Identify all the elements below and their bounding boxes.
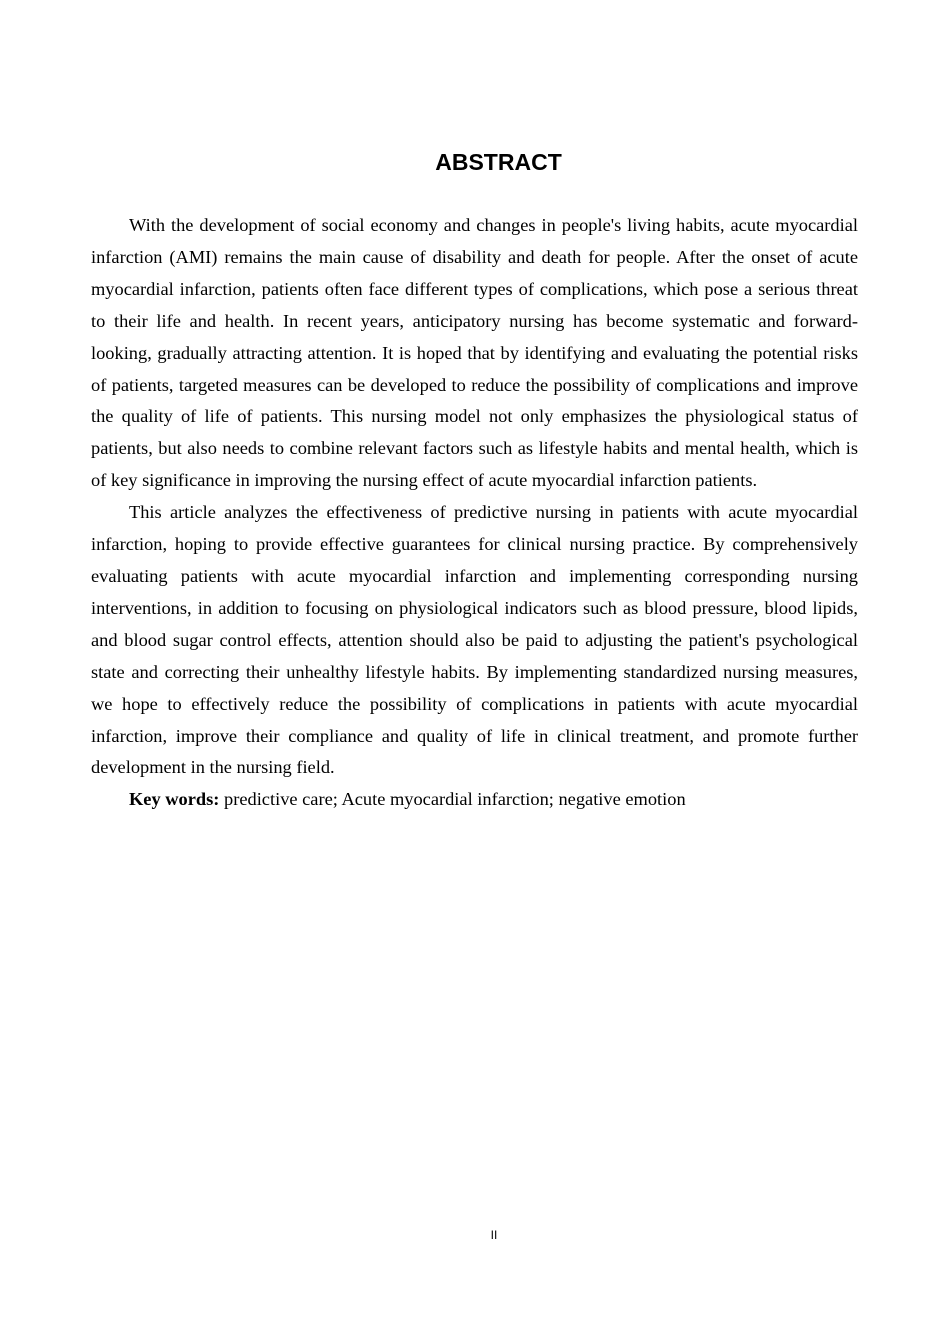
keywords-label: Key words: — [129, 789, 220, 810]
abstract-paragraph-1: With the development of social economy and changes in people's living habits, acute myocardial infarction (AMI) remains the main cause of disability and death for people. After the onset of acute myocardial infarction, patients often face different types of complications, which pose a serious threat to their life and health. In recent years, anticipatory nursing has become systematic and forward-looking, gradually attracting attention. It is hoped that by identifying and evaluating the potential risks of patients, targeted measures can be developed to reduce the possibility of complications and improve the quality of life of patients. This nursing model not only emphasizes the physiological status of patients, but also needs to combine relevant factors such as lifestyle habits and mental health, which is of key significance in improving the nursing effect of acute myocardial infarction patients. — [91, 215, 858, 491]
abstract-title: ABSTRACT — [435, 149, 562, 175]
keywords-line — [91, 784, 858, 816]
page-number: II — [490, 1228, 498, 1242]
keywords-text: predictive care; Acute myocardial infarction; negative emotion — [219, 789, 686, 810]
abstract-body — [91, 210, 858, 816]
abstract-paragraph-2: This article analyzes the effectiveness of predictive nursing in patients with acute myocardial infarction, hoping to provide effective guarantees for clinical nursing practice. By comprehensively evaluating patients with acute myocardial infarction and implementing corresponding nursing interventions, in addition to focusing on physiological indicators such as blood pressure, blood lipids, and blood sugar control effects, attention should also be paid to adjusting the patient's psychological state and correcting their unhealthy lifestyle habits. By implementing standardized nursing measures, we hope to effectively reduce the possibility of complications in patients with acute myocardial infarction, improve their compliance and quality of life in clinical treatment, and promote further development in the nursing field. — [91, 502, 858, 778]
